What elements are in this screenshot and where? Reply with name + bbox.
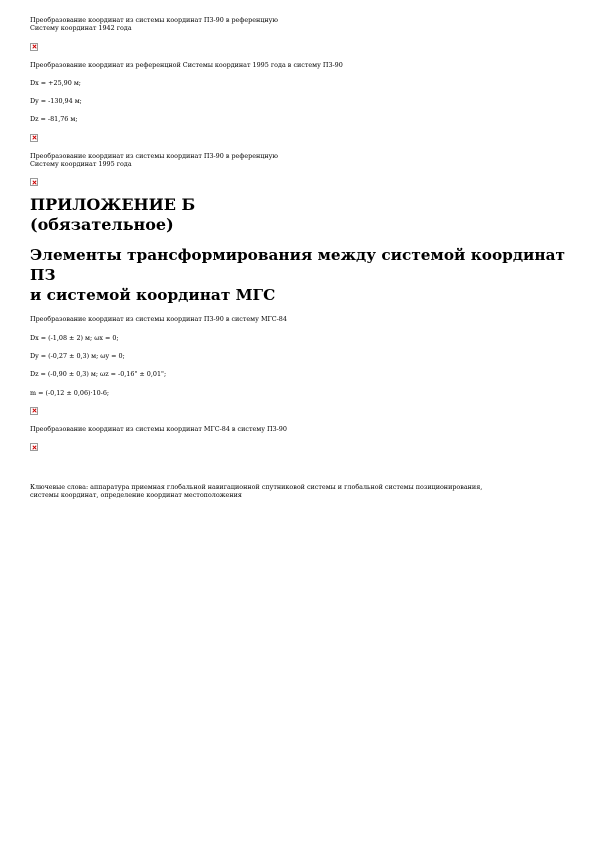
appendix-heading-line2: и системой координат МГС [30, 286, 276, 305]
broken-image-icon [30, 134, 38, 142]
param-dx: Dx = +25,90 м; [30, 78, 81, 87]
paragraph-pz90-to-sk42-line1: Преобразование координат из системы координат ПЗ-90 в референцную [30, 16, 278, 24]
paragraph-wgs84-to-pz90: Преобразование координат из системы координат МГС-84 в систему ПЗ-90 [30, 424, 287, 433]
broken-image-icon [30, 443, 38, 451]
keywords-line1: Ключевые слова: аппаратура приемная глобальной навигационной спутниковой системы и глобальной системы позиционирования, [30, 483, 483, 492]
param-dx-wgs: Dx = (-1,08 ± 2) м; ωx = 0; [30, 333, 119, 342]
param-dz: Dz = -81,76 м; [30, 115, 78, 124]
appendix-heading-line1: Элементы трансформирования между системой координат ПЗ [30, 246, 565, 285]
appendix-subtitle: (обязательное) [30, 215, 174, 235]
param-dy-wgs: Dy = (-0,27 ± 0,3) м; ωy = 0; [30, 351, 125, 360]
broken-image-icon [30, 178, 38, 186]
paragraph-sk95-to-pz90: Преобразование координат из референцной Системы координат 1995 года в систему ПЗ-90 [30, 60, 343, 69]
broken-image-icon [30, 43, 38, 51]
broken-image-icon [30, 407, 38, 415]
appendix-title: ПРИЛОЖЕНИЕ Б [30, 195, 196, 215]
paragraph-pz90-to-sk95-line1: Преобразование координат из системы координат ПЗ-90 в референцную [30, 151, 278, 160]
keywords-line2: системы координат, определение координат местоположения [30, 491, 242, 500]
paragraph-pz90-to-sk95-line2: Систему координат 1995 года [30, 160, 132, 169]
param-dz-wgs: Dz = (-0,90 ± 0,3) м; ωz = -0,16" ± 0,01"; [30, 370, 167, 379]
paragraph-pz90-to-wgs84: Преобразование координат из системы координат ПЗ-90 в систему МГС-84 [30, 315, 287, 324]
paragraph-pz90-to-sk42-line2: Систему координат 1942 года [30, 24, 132, 33]
param-m-wgs: m = (-0,12 ± 0,06)·10-6; [30, 388, 110, 397]
param-dy: Dy = -130,94 м; [30, 97, 82, 106]
document-page [30, 16, 570, 500]
